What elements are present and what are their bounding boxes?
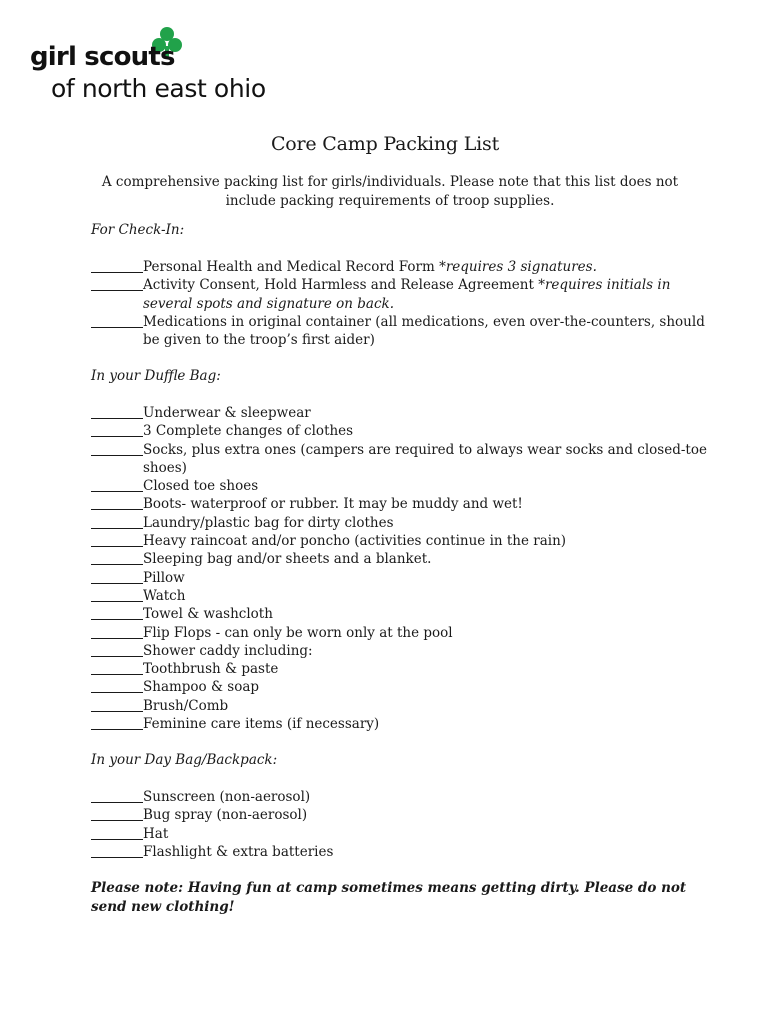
list-item (91, 276, 711, 313)
item-text: Flip Flops - can only be worn only at the pool (143, 624, 453, 641)
day-bag-list (91, 788, 711, 861)
item-text: Brush/Comb (143, 697, 229, 714)
list-item (91, 843, 711, 861)
item-text: Underwear & sleepwear (143, 405, 311, 421)
list-item (91, 569, 711, 587)
item-text: Activity Consent, Hold Harmless and Release Agreement (143, 277, 539, 294)
checkbox-line[interactable] (91, 514, 143, 529)
item-note: *requires 3 signatures. (439, 259, 597, 275)
checkbox-line[interactable] (91, 532, 143, 547)
item-text: Medications in original container (all medications, even over-the-counters, should be given to the troop’s first aider) (143, 313, 705, 349)
list-item (91, 477, 711, 495)
list-item (91, 550, 711, 568)
list-item (91, 788, 711, 806)
check-in-list (91, 258, 711, 349)
item-text: Shampoo & soap (143, 679, 260, 696)
duffle-bag-list (91, 404, 711, 733)
list-item (91, 624, 711, 642)
checkbox-line[interactable] (91, 788, 143, 803)
checkbox-line[interactable] (91, 806, 143, 821)
item-note: *requires initials in several spots and signature on back. (143, 277, 671, 312)
checkbox-line[interactable] (91, 569, 143, 584)
item-text: Closed toe shoes (143, 478, 259, 495)
item-text: Hat (143, 825, 169, 842)
checkbox-line[interactable] (91, 605, 143, 620)
checkbox-line[interactable] (91, 587, 143, 602)
checkbox-line[interactable] (91, 441, 143, 456)
item-text: Flashlight & extra batteries (143, 843, 334, 860)
item-text: 3 Complete changes of clothes (143, 423, 354, 440)
checkbox-line[interactable] (91, 477, 143, 492)
item-text: Sunscreen (non-aerosol) (143, 789, 311, 805)
list-item (91, 715, 711, 733)
list-item (91, 642, 711, 660)
document-title: Core Camp Packing List (270, 133, 500, 155)
checkbox-line[interactable] (91, 624, 143, 639)
logo-text-line1: girl scouts (30, 42, 175, 72)
item-text: Bug spray (non-aerosol) (143, 807, 308, 824)
checkbox-line[interactable] (91, 550, 143, 565)
list-item (91, 697, 711, 715)
section-heading-duffle-bag: In your Duffle Bag: (91, 368, 221, 384)
list-item (91, 313, 711, 350)
item-text: Boots- waterproof or rubber. It may be muddy and wet! (143, 496, 523, 513)
logo-text-line2: of north east ohio (51, 74, 266, 103)
section-heading-day-bag: In your Day Bag/Backpack: (91, 752, 278, 768)
checkbox-line[interactable] (91, 660, 143, 675)
item-text: Heavy raincoat and/or poncho (activities continue in the rain) (143, 533, 567, 550)
list-item (91, 441, 711, 478)
item-text: Sleeping bag and/or sheets and a blanket. (143, 551, 432, 568)
section-heading-check-in: For Check-In: (91, 222, 185, 238)
checkbox-line[interactable] (91, 276, 143, 291)
list-item (91, 806, 711, 824)
item-text: Watch (143, 587, 186, 604)
list-item (91, 825, 711, 843)
list-item (91, 258, 711, 276)
checkbox-line[interactable] (91, 678, 143, 693)
item-text: Feminine care items (if necessary) (143, 716, 380, 733)
checkbox-line[interactable] (91, 258, 143, 273)
checkbox-line[interactable] (91, 697, 143, 712)
list-item (91, 678, 711, 696)
item-text: Personal Health and Medical Record Form (143, 259, 440, 275)
checkbox-line[interactable] (91, 825, 143, 840)
checkbox-line[interactable] (91, 404, 143, 419)
item-text: Socks, plus extra ones (campers are required to always wear socks and closed-toe shoes) (143, 441, 707, 476)
organization-logo (30, 26, 280, 106)
checkbox-line[interactable] (91, 843, 143, 858)
list-item (91, 495, 711, 513)
list-item (91, 587, 711, 605)
checkbox-line[interactable] (91, 642, 143, 657)
list-item (91, 605, 711, 623)
checkbox-line[interactable] (91, 495, 143, 510)
list-item (91, 660, 711, 678)
checkbox-line[interactable] (91, 715, 143, 730)
item-text: Towel & washcloth (143, 606, 273, 623)
list-item (91, 532, 711, 550)
item-text: Shower caddy including: (143, 642, 313, 659)
list-item (91, 514, 711, 532)
list-item (91, 422, 711, 440)
list-item (91, 404, 711, 422)
checkbox-line[interactable] (91, 313, 143, 328)
item-text: Laundry/plastic bag for dirty clothes (143, 514, 394, 531)
item-text: Toothbrush & paste (143, 661, 279, 678)
intro-paragraph: A comprehensive packing list for girls/individuals. Please note that this list does not include packing requirements of troop supplies. (101, 174, 679, 209)
footer-note: Please note: Having fun at camp sometimes means getting dirty. Please do not send new clothing! (91, 880, 687, 915)
item-text: Pillow (143, 569, 185, 586)
checkbox-line[interactable] (91, 422, 143, 437)
